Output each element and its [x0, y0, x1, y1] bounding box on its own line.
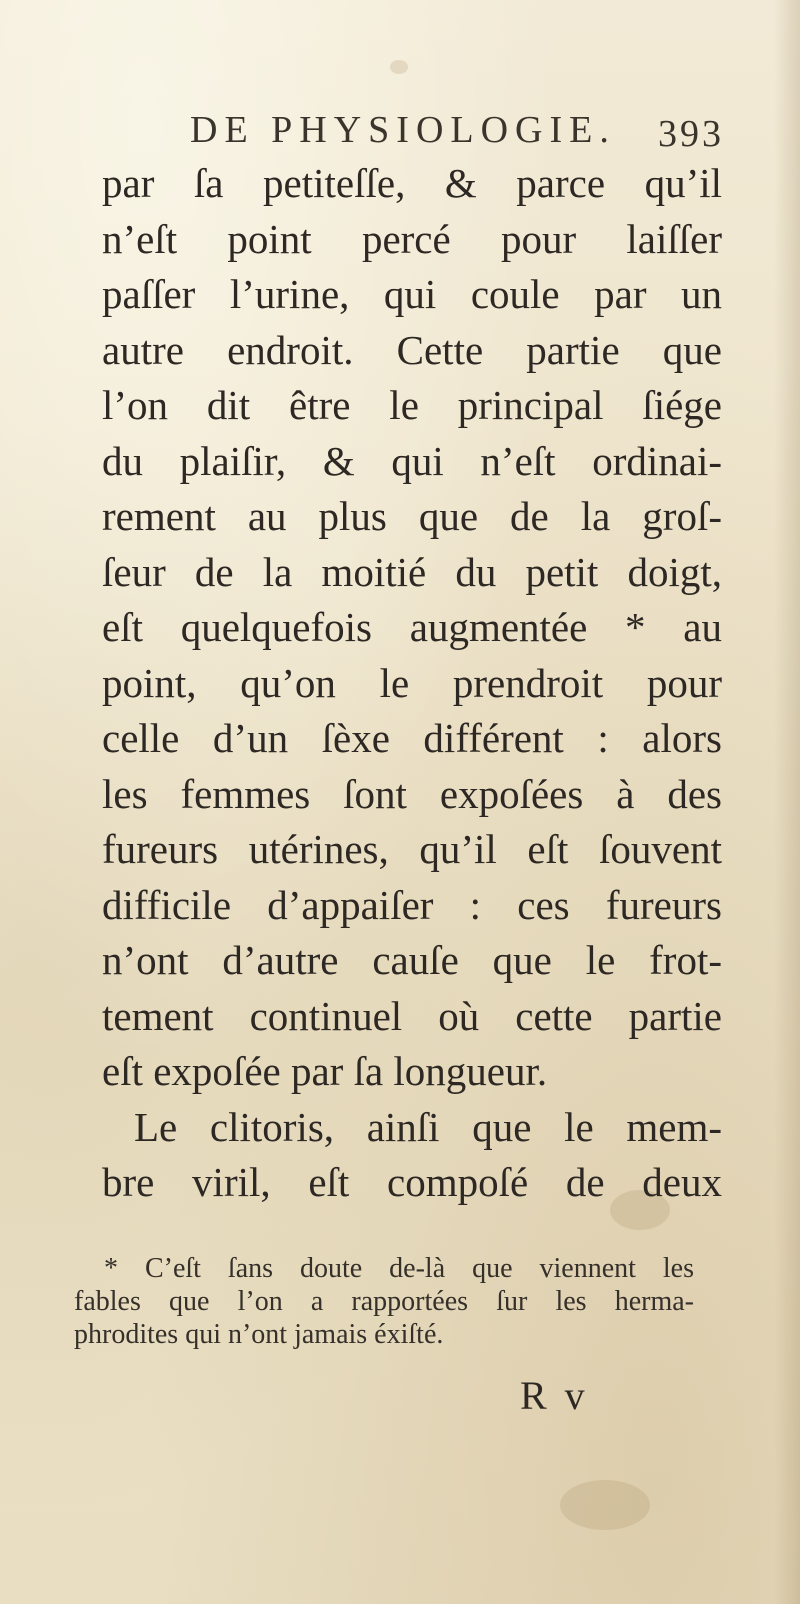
text-line: eſt quelquefois augmentée * au — [102, 604, 722, 650]
text-line: par ſa petiteſſe, & parce qu’il — [102, 160, 722, 206]
text-line: rement au plus que de la groſ- — [102, 493, 722, 539]
text-line: point, qu’on le prendroit pour — [102, 659, 722, 706]
text-line: paſſer l’urine, qui coule par un — [102, 271, 722, 317]
text-line: n’eſt point percé pour laiſſer — [102, 215, 722, 262]
footnote-line: * C’eſt ſans doute de-là que viennent les — [104, 1253, 694, 1284]
signature-mark: R v — [520, 1373, 589, 1418]
footnote — [74, 1252, 694, 1351]
running-head-title: DE PHYSIOLOGIE. — [190, 109, 616, 151]
footnote-line: phrodites qui n’ont jamais éxiſté. — [74, 1319, 444, 1350]
text-line: fureurs utérines, qu’il eſt ſouvent — [102, 826, 722, 872]
text-line: autre endroit. Cette partie que — [102, 326, 722, 373]
page-number: 393 — [658, 113, 724, 155]
page-edge-shadow — [774, 0, 800, 1604]
text-line: ſeur de la moitié du petit doigt, — [102, 548, 722, 595]
text-line: celle d’un ſèxe différent : alors — [102, 715, 722, 761]
text-line: eſt expoſée par ſa longueur. — [102, 1048, 548, 1094]
text-line: n’ont d’autre cauſe que le frot- — [102, 937, 722, 983]
text-line: bre viril, eſt compoſé de deux — [102, 1159, 722, 1205]
text-line: les femmes ſont expoſées à des — [102, 770, 722, 817]
text-line: tement continuel où cette partie — [102, 992, 722, 1039]
text-line: difficile d’appaiſer : ces fureurs — [102, 881, 722, 928]
text-line: Le clitoris, ainſi que le mem- — [134, 1103, 722, 1150]
text-line: du plaiſir, & qui n’eſt ordinai- — [102, 437, 722, 484]
body-text — [102, 156, 722, 1211]
footnote-line: fables que l’on a rapportées ſur les herma- — [74, 1286, 694, 1317]
text-line: l’on dit être le principal ſiége — [102, 382, 722, 428]
paper-stain — [560, 1480, 650, 1530]
paper-stain — [390, 60, 408, 74]
